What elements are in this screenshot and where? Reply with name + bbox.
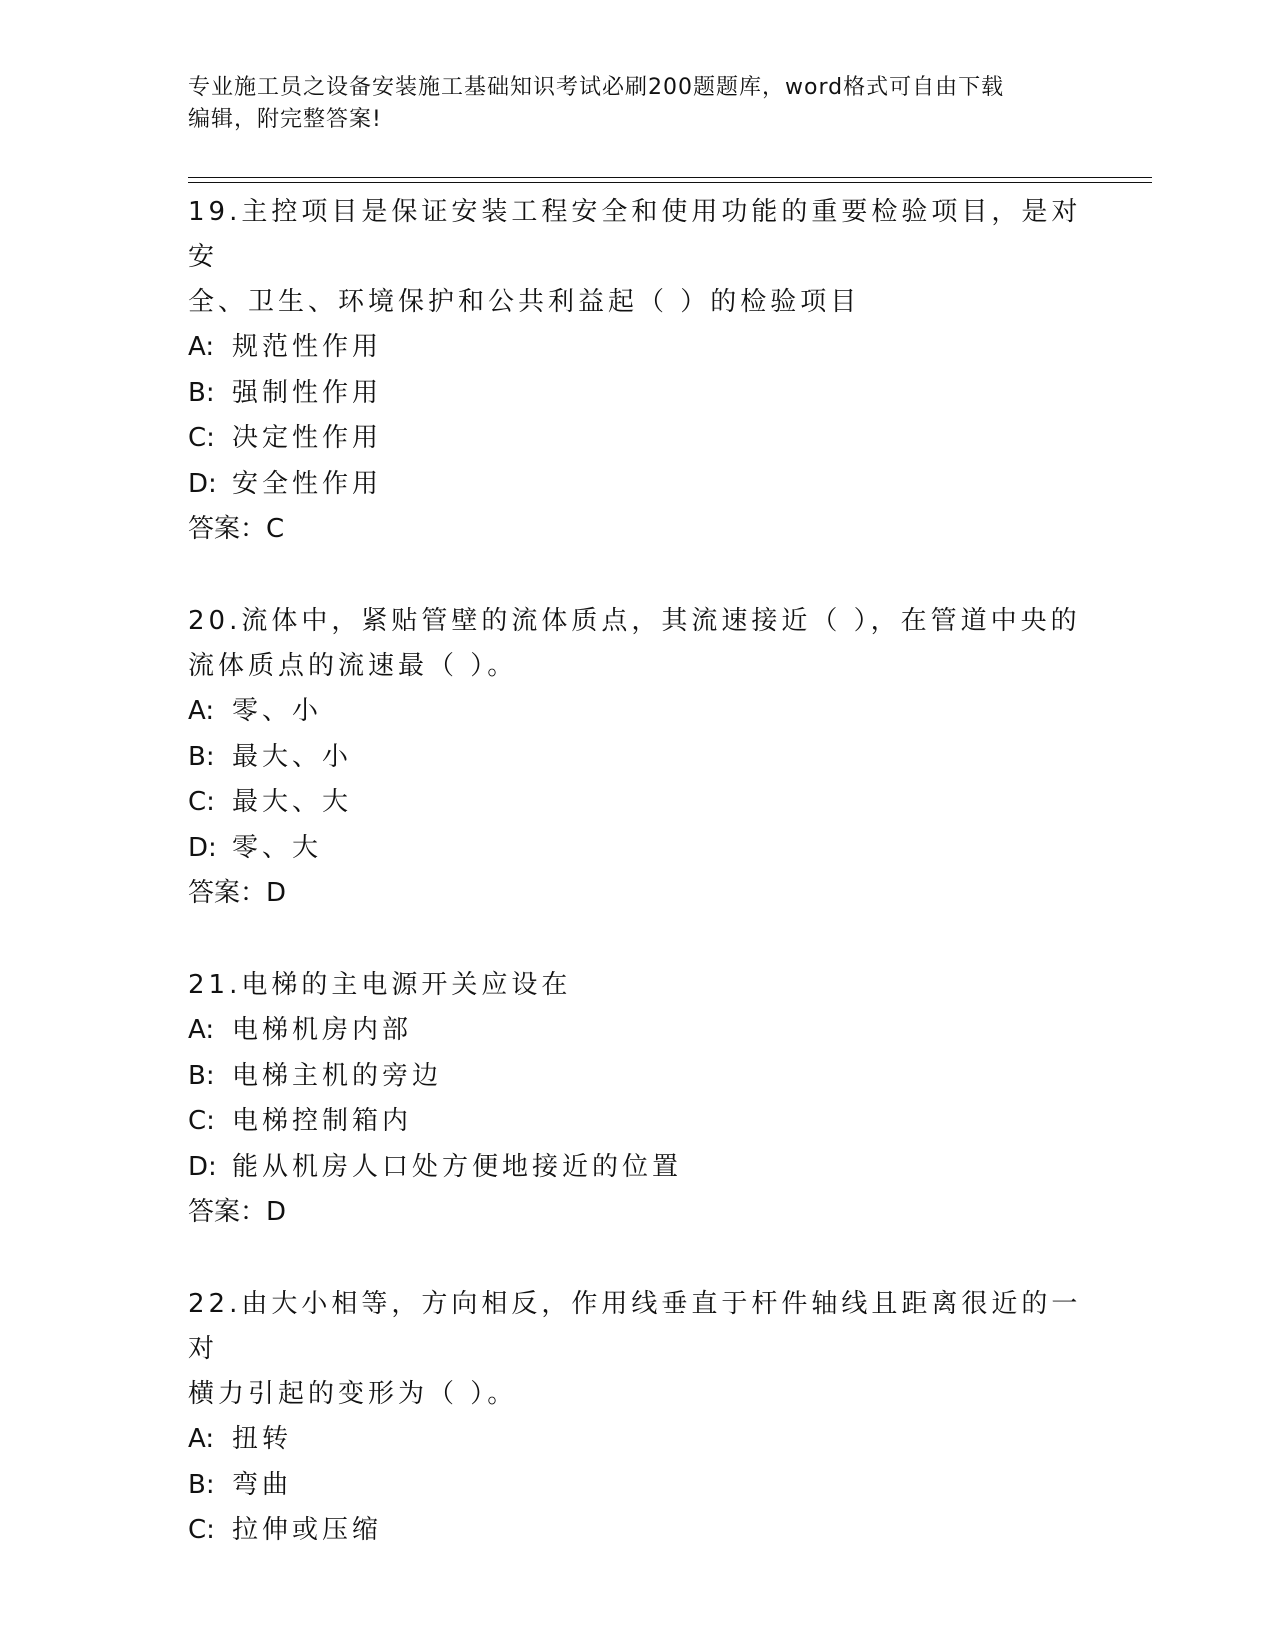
option-a bbox=[188, 1417, 1088, 1463]
option-letter: D: bbox=[188, 1151, 217, 1182]
option-text: 最大、小 bbox=[232, 741, 353, 772]
question-stem-line: 横力引起的变形为（ ）。 bbox=[188, 1379, 518, 1409]
question-stem-line: 流体质点的流速最（ ）。 bbox=[188, 651, 518, 681]
option-text: 决定性作用 bbox=[232, 423, 383, 453]
option-letter: B: bbox=[188, 741, 215, 772]
spacer bbox=[188, 916, 1088, 963]
question-stem-line: 全、卫生、环境保护和公共利益起（ ）的检验项目 bbox=[188, 287, 861, 317]
header-line-1: 专业施工员之设备安装施工基础知识考试必刷200题题库，word格式可自由下载 bbox=[188, 75, 1005, 100]
option-b bbox=[188, 1463, 1088, 1509]
answer-line: 答案：D bbox=[188, 878, 287, 908]
option-c bbox=[188, 1508, 1088, 1554]
option-text: 零、小 bbox=[232, 696, 323, 726]
option-d bbox=[188, 826, 1088, 872]
option-letter: B: bbox=[188, 1060, 215, 1091]
option-text: 电梯控制箱内 bbox=[232, 1106, 413, 1136]
option-c bbox=[188, 780, 1088, 826]
option-letter: B: bbox=[188, 1469, 215, 1500]
header-divider-top bbox=[188, 177, 1152, 178]
answer-line: 答案：C bbox=[188, 514, 285, 544]
option-text: 电梯机房内部 bbox=[232, 1015, 413, 1045]
option-text: 扭转 bbox=[232, 1424, 293, 1454]
option-letter: C: bbox=[188, 423, 215, 453]
option-b bbox=[188, 735, 1088, 781]
option-text: 安全性作用 bbox=[232, 468, 383, 499]
header-line-2: 编辑，附完整答案! bbox=[188, 107, 382, 132]
question-stem-line: 21.电梯的主电源开关应设在 bbox=[188, 970, 572, 1000]
option-c bbox=[188, 1099, 1088, 1145]
option-letter: A: bbox=[188, 1424, 215, 1454]
option-letter: C: bbox=[188, 787, 215, 817]
question-19 bbox=[188, 190, 1088, 552]
option-a bbox=[188, 1008, 1088, 1054]
option-b bbox=[188, 371, 1088, 417]
question-stem-line: 20.流体中，紧贴管壁的流体质点，其流速接近（ ），在管道中央的 bbox=[188, 606, 1081, 636]
option-text: 能从机房人口处方便地接近的位置 bbox=[232, 1151, 683, 1182]
option-text: 拉伸或压缩 bbox=[232, 1515, 383, 1545]
option-text: 最大、大 bbox=[232, 787, 353, 817]
option-letter: A: bbox=[188, 332, 215, 362]
option-letter: D: bbox=[188, 468, 217, 499]
header-divider-bottom bbox=[188, 182, 1152, 183]
option-b bbox=[188, 1054, 1088, 1100]
question-stem-line: 19.主控项目是保证安装工程安全和使用功能的重要检验项目，是对安 bbox=[188, 197, 1082, 272]
question-20 bbox=[188, 599, 1088, 916]
spacer bbox=[188, 552, 1088, 599]
option-letter: D: bbox=[188, 832, 217, 863]
question-22 bbox=[188, 1282, 1088, 1554]
question-21 bbox=[188, 963, 1088, 1235]
option-text: 零、大 bbox=[232, 832, 323, 863]
answer-line: 答案：D bbox=[188, 1197, 287, 1227]
option-a bbox=[188, 325, 1088, 371]
option-text: 强制性作用 bbox=[232, 377, 383, 408]
document-header bbox=[188, 72, 1068, 136]
option-letter: A: bbox=[188, 1015, 215, 1045]
question-stem-line: 22.由大小相等，方向相反，作用线垂直于杆件轴线且距离很近的一对 bbox=[188, 1289, 1082, 1364]
option-letter: C: bbox=[188, 1106, 215, 1136]
option-a bbox=[188, 689, 1088, 735]
option-letter: C: bbox=[188, 1515, 215, 1545]
option-text: 弯曲 bbox=[232, 1469, 293, 1500]
option-text: 规范性作用 bbox=[232, 332, 383, 362]
option-d bbox=[188, 462, 1088, 508]
question-list bbox=[188, 190, 1088, 1554]
option-c bbox=[188, 416, 1088, 462]
option-d bbox=[188, 1145, 1088, 1191]
option-text: 电梯主机的旁边 bbox=[232, 1060, 443, 1091]
spacer bbox=[188, 1235, 1088, 1282]
option-letter: B: bbox=[188, 377, 215, 408]
option-letter: A: bbox=[188, 696, 215, 726]
